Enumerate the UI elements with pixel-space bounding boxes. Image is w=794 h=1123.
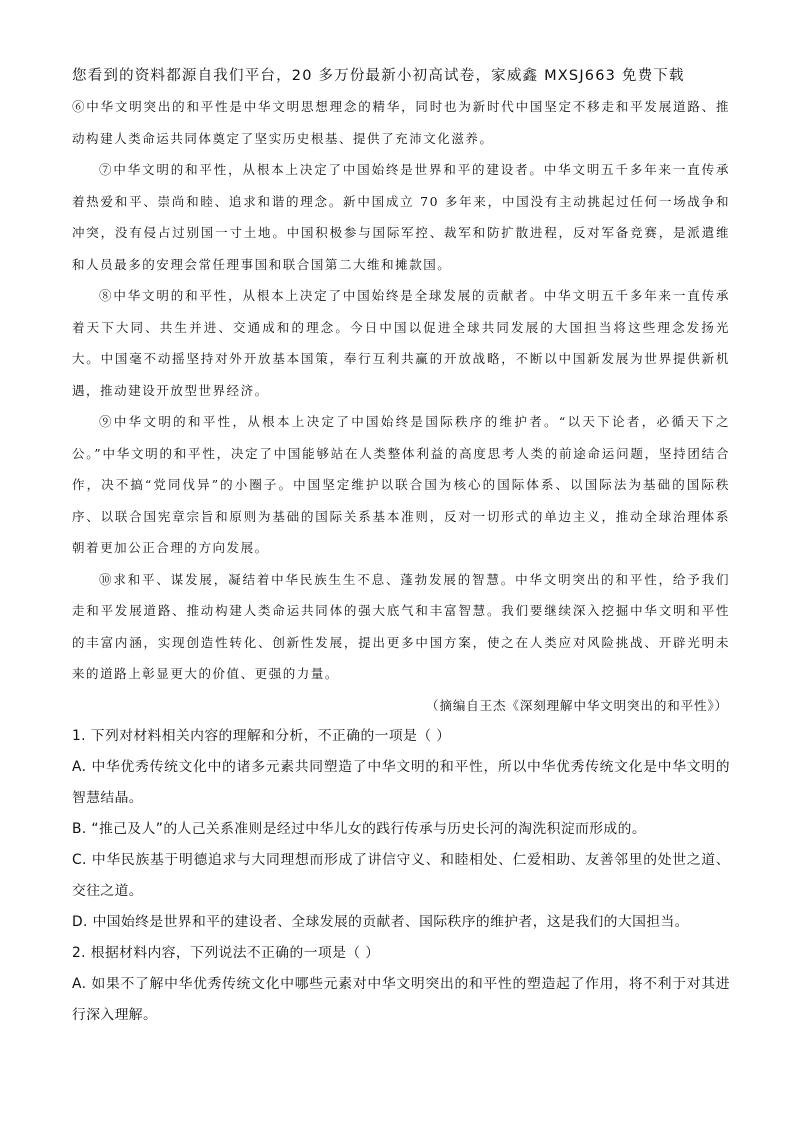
paragraph-6: ⑥中华文明突出的和平性是中华文明思想理念的精华，同时也为新时代中国坚定不移走和平发展道路、推动构建人类命运共同体奠定了坚实历史根基、提供了充沛文化滋养。 [72,99,730,146]
question-2-stem: 2. 根据材料内容，下列说法不正确的一项是（ ） [72,945,380,961]
paragraph-8: ⑧中华文明的和平性，从根本上决定了中国始终是全球发展的贡献者。中华文明五千多年来一直传承着天下大同、共生并进、交通成和的理念。今日中国以促进全球共同发展的大国担当将这些理念发扬光大。中国毫不动摇坚持对外开放基本国策，奉行互利共赢的开放战略，不断以中国新发展为世界提供新机遇，推动建设开放型世界经济。 [72,288,730,398]
question-1-stem: 1. 下列对材料相关内容的理解和分析，不正确的一项是（ ） [72,728,451,744]
question-1-option-b: B. “推己及人”的人己关系准则是经过中华儿女的践行传承与历史长河的淘洗积淀而形成的。 [72,821,647,837]
question-1-option-d: D. 中国始终是世界和平的建设者、全球发展的贡献者、国际秩序的维护者，这是我们的大国担当。 [72,914,689,930]
question-1-option-c: C. 中华民族基于明德追求与大同理想而形成了讲信守义、和睦相处、仁爱相助、友善邻里的处世之道、交往之道。 [72,852,730,899]
paragraph-10: ⑩求和平、谋发展，凝结着中华民族生生不息、蓬勃发展的智慧。中华文明突出的和平性，给予我们走和平发展道路、推动构建人类命运共同体的强大底气和丰富智慧。我们要继续深入挖掘中华文明和平性的丰富内涵，实现创造性转化、创新性发展，提出更多中国方案，使之在人类应对风险挑战、开辟光明未来的道路上彰显更大的价值、更强的力量。 [72,571,730,681]
paragraph-9: ⑨中华文明的和平性，从根本上决定了中国始终是国际秩序的维护者。“以天下论者，必循天下之公。”中华文明的和平性，决定了中国能够站在人类整体利益的高度思考人类的前途命运问题，坚持团结合作，决不搞“党同伐异”的小圈子。中国坚定维护以联合国为核心的国际体系、以国际法为基础的国际秩序、以联合国宪章宗旨和原则为基础的国际关系基本准则，反对一切形式的单边主义，推动全球治理体系朝着更加公正合理的方向发展。 [72,414,730,555]
promo-banner: 您看到的资料都源自我们平台，20 多万份最新小初高试卷，家威鑫 MXSJ663 免费下载 [72,68,685,84]
question-2-option-a: A. 如果不了解中华优秀传统文化中哪些元素对中华文明突出的和平性的塑造起了作用，将不利于对其进行深入理解。 [72,976,730,1023]
question-1-option-a: A. 中华优秀传统文化中的诸多元素共同塑造了中华文明的和平性，所以中华优秀传统文化是中华文明的智慧结晶。 [72,759,730,806]
source-citation: （摘编自王杰《深刻理解中华文明突出的和平性》） [426,697,728,713]
paragraph-7: ⑦中华文明的和平性，从根本上决定了中国始终是世界和平的建设者。中华文明五千多年来一直传承着热爱和平、崇尚和睦、追求和谐的理念。新中国成立 70 多年来，中国没有主动挑起过任何一场战争和冲突，没有侵占过别国一寸土地。中国积极参与国际军控、裁军和防扩散进程，反对军备竞赛，是派遣维和人员最多的安理会常任理事国和联合国第二大维和摊款国。 [72,162,730,272]
